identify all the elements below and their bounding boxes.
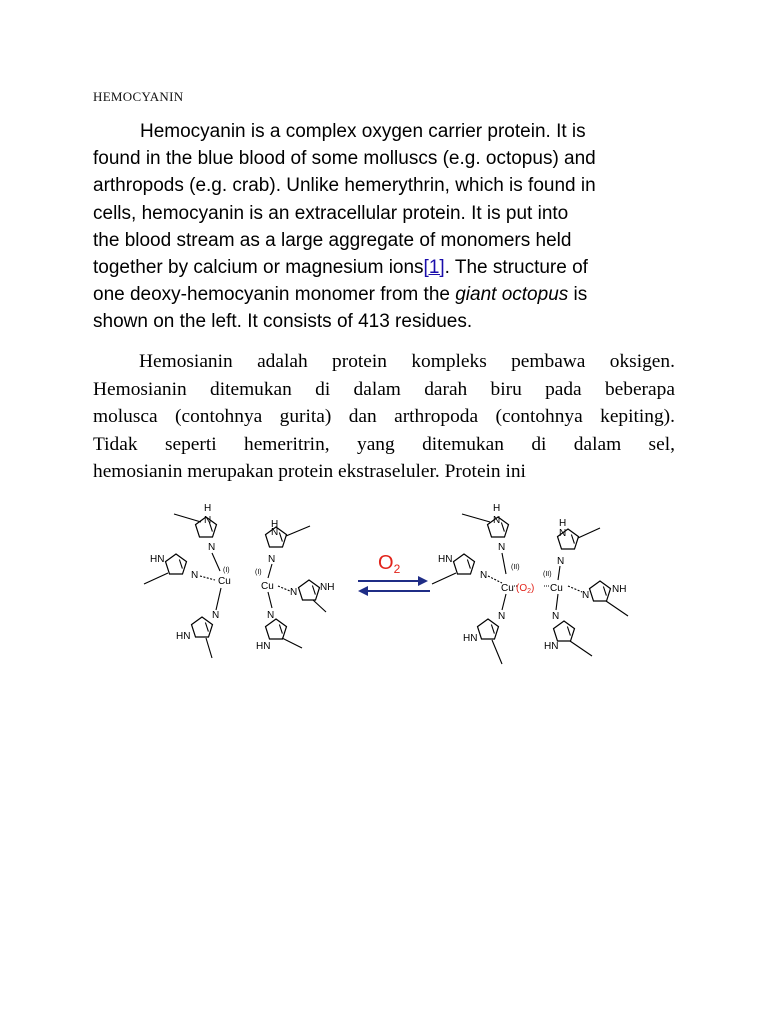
imidazole-ring (299, 580, 320, 600)
ring-hn-label: HN (176, 631, 191, 642)
copper-atom-label: Cu (501, 583, 514, 594)
cu-n-bond (502, 594, 506, 610)
cu-n-bond (200, 576, 215, 580)
imidazole-ring (590, 581, 611, 601)
word: protein (332, 351, 387, 372)
word: dan (348, 406, 377, 427)
word: Tidak (93, 433, 138, 455)
ring-n-label: N (268, 554, 276, 565)
word: darah (424, 378, 468, 400)
word: dalam (573, 433, 622, 455)
ring-n-label: N (493, 515, 501, 526)
id-line-4 (93, 431, 675, 459)
ring-hn-label: HN (438, 554, 453, 565)
word: Hemosianin (139, 351, 233, 372)
ring-n-label: N (557, 556, 565, 567)
methyl-bond (570, 641, 592, 656)
methyl-bond (578, 528, 600, 538)
ring-h-label: H (559, 518, 567, 529)
word: gurita) (279, 406, 332, 427)
imidazole-ring (554, 621, 575, 641)
oxidation-state-label: (II) (543, 571, 552, 578)
ring-nh-label: NH (320, 582, 335, 593)
methyl-bond (286, 526, 310, 536)
oxygen-reagent-label: $O_2$ (378, 552, 401, 576)
cu-n-bond (278, 586, 290, 591)
imidazole-ring (478, 619, 499, 639)
methyl-bond (462, 514, 490, 522)
cu-n-bond (502, 553, 506, 574)
methyl-bond (606, 601, 628, 616)
en-line-8: shown on the left. It consists of 413 residues. (93, 311, 473, 333)
cu-n-bond (488, 576, 502, 583)
word: (contohnya (495, 406, 583, 427)
ring-n-label: N (191, 570, 199, 581)
species-name: giant octopus (455, 284, 569, 306)
oxy-complex (432, 503, 628, 664)
word: kompleks (411, 351, 487, 372)
word: yang (357, 433, 395, 455)
word: biru (490, 378, 522, 400)
ring-n-label: N (552, 611, 560, 622)
ring-n-label: N (559, 528, 567, 539)
word: hemeritrin, (244, 433, 330, 455)
ring-h-label: H (204, 503, 212, 514)
copper-atom-label: Cu (218, 576, 231, 587)
ring-n-label: N (208, 542, 216, 553)
word: dalam (353, 378, 401, 400)
en-line-6 (93, 254, 683, 281)
methyl-bond (492, 640, 502, 664)
ring-n-label: N (212, 610, 220, 621)
ring-n-label: N (290, 587, 298, 598)
reaction-diagram (130, 498, 650, 673)
word: adalah (257, 351, 308, 372)
id-line-1 (93, 348, 675, 376)
en-line-1: Hemocyanin is a complex oxygen carrier protein. It is (140, 121, 586, 142)
citation-link[interactable]: [1] (423, 257, 445, 279)
en-line-5: the blood stream as a large aggregate of monomers held (93, 229, 572, 251)
copper-atom-label: Cu (550, 583, 563, 594)
document-heading: HEMOCYANIN (93, 89, 184, 104)
english-paragraph (93, 118, 683, 336)
hemocyanin-oxygen-binding-figure (130, 498, 650, 673)
methyl-bond (282, 638, 302, 648)
word: molusca (93, 406, 158, 427)
id-line-5: hemosianin merupakan protein ekstraseluler. Protein ini (93, 461, 526, 482)
methyl-bond (174, 514, 201, 522)
ring-n-label: N (498, 611, 506, 622)
en-line-7-text: one deoxy-hemocyanin monomer from the (93, 284, 456, 306)
word: Hemosianin (93, 378, 187, 400)
ring-h-label: H (271, 519, 279, 530)
cu-n-bond (212, 553, 220, 571)
word: kepiting). (600, 406, 675, 427)
ring-hn-label: HN (150, 554, 165, 565)
oxidation-state-label: (II) (511, 564, 520, 571)
cu-n-bond (556, 594, 558, 610)
word: oksigen. (609, 351, 675, 372)
forward-arrowhead (418, 576, 428, 586)
cu-n-bond (558, 566, 560, 580)
word: pada (545, 378, 582, 400)
ring-hn-label: HN (256, 641, 271, 652)
ring-n-label: N (204, 515, 212, 526)
word: (contohnya (175, 406, 263, 427)
word: sel, (648, 433, 675, 455)
cu-n-bond (568, 586, 582, 592)
methyl-bond (144, 573, 168, 584)
imidazole-ring (454, 554, 475, 574)
cu-n-bond (216, 588, 221, 610)
word: seperti (164, 433, 217, 455)
oxidation-state-label: (I) (223, 567, 230, 574)
word: di (315, 378, 331, 400)
ring-nh-label: NH (612, 584, 627, 595)
id-line-3 (93, 403, 675, 431)
en-line-3: arthropods (e.g. crab). Unlike hemerythrin, which is found in (93, 175, 596, 197)
word: beberapa (604, 378, 675, 400)
cu-n-bond (268, 564, 272, 578)
peroxo-bridge-label: $(O_2)$ (516, 583, 535, 595)
imidazole-ring (166, 554, 187, 574)
en-line-6-rest: . The structure of (444, 257, 588, 279)
ring-h-label: H (493, 503, 501, 514)
ring-n-label: N (582, 590, 590, 601)
word: arthropoda (394, 406, 479, 427)
en-line-2: found in the blue blood of some molluscs (e.g. octopus) and (93, 148, 596, 170)
word: di (531, 433, 547, 455)
methyl-bond (432, 573, 456, 584)
equilibrium-arrows (358, 552, 430, 596)
ring-n-label: N (480, 570, 488, 581)
en-line-7 (93, 281, 683, 308)
methyl-bond (206, 638, 212, 658)
deoxy-complex (144, 503, 334, 658)
ring-n-label: N (271, 527, 279, 538)
ring-hn-label: HN (463, 633, 478, 644)
imidazole-ring (192, 617, 213, 637)
ring-n-label: N (498, 542, 506, 553)
indonesian-paragraph (93, 348, 675, 486)
id-line-2 (93, 376, 675, 404)
imidazole-ring (266, 619, 287, 639)
oxidation-state-label: (I) (255, 569, 262, 576)
word: pembawa (511, 351, 586, 372)
word: ditemukan (422, 433, 504, 455)
ring-n-label: N (267, 610, 275, 621)
word: ditemukan (210, 378, 292, 400)
en-line-6-text: together by calcium or magnesium ions (93, 257, 424, 279)
ring-hn-label: HN (544, 641, 559, 652)
copper-atom-label: Cu (261, 581, 274, 592)
en-line-7-rest: is (568, 284, 588, 306)
cu-n-bond (268, 592, 272, 608)
reverse-arrowhead (358, 586, 368, 596)
methyl-bond (313, 600, 326, 612)
en-line-4: cells, hemocyanin is an extracellular protein. It is put into (93, 202, 569, 224)
